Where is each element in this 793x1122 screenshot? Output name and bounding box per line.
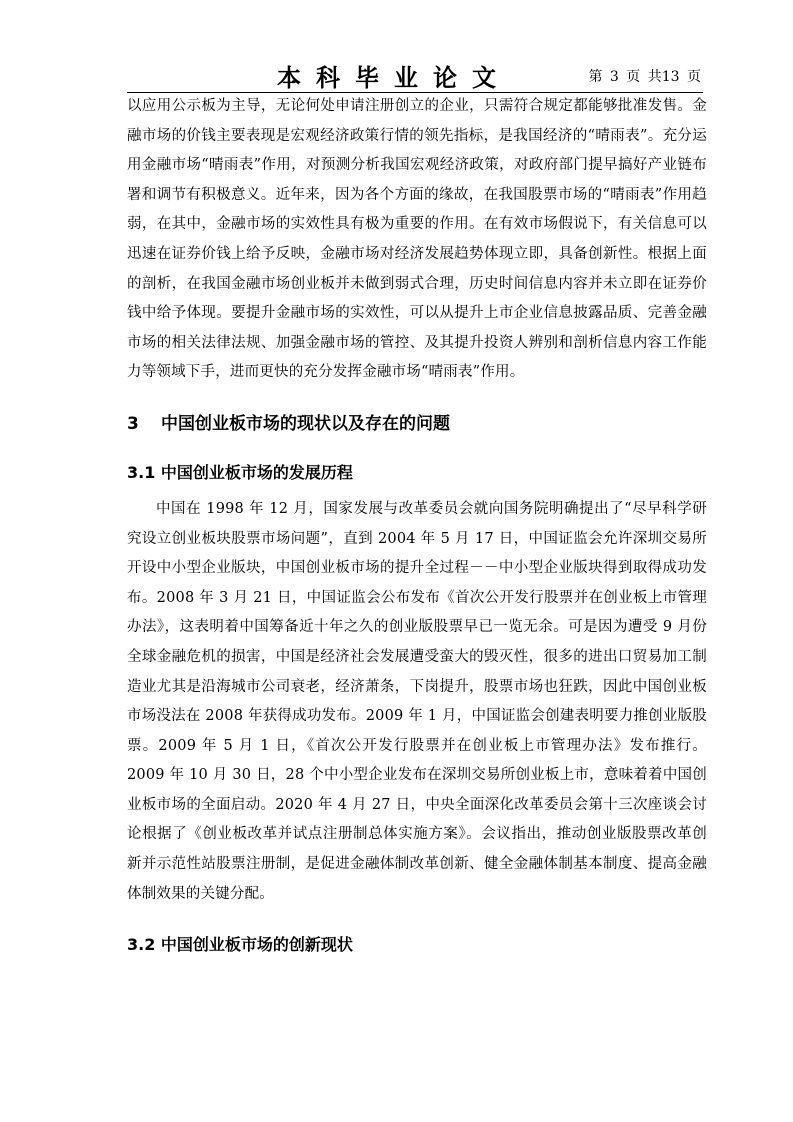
subsection-heading-3-2: 3.2 中国创业板市场的创新现状 <box>127 935 353 955</box>
paragraph-history: 中国在 1998 年 12 月，国家发展与改革委员会就向国务院明确提出了“尽早科学研究设立创业板块股票市场问题”，直到 2004 年 5 月 17 日，中国证监会允许深圳交易所开设中小型企业版块，中国创业板市场的提升全过程－－中小型企业版块得到取得成功发布。2008 年 3 月 21 日，中国证监会公布发布《首次公开发行股票并在创业板上市管理办法》，这表明着中国筹备近十年之久的创业版股票早已一览无余。可是因为遭受 9 月份全球金融危机的损害，中国是经济社会发展遭受蛮大的毁灭性，很多的进出口贸易加工制造业尤其是沿海城市公司衰老，经济萧条，下岗提升，股票市场也狂跌，因此中国创业板市场没法在 2008 年获得成功发布。2009 年 1 月，中国证监会创建表明要力推创业版股票。2009 年 5 月 1 日，《首次公开发行股票并在创业板上市管理办法》发布推行。2009 年 10 月 30 日，28 个中小型企业发布在深圳交易所创业板上市，意味着着中国创业板市场的全面启动。2020 年 4 月 27 日，中央全面深化改革委员会第十三次座谈会讨论根据了《创业板改革并试点注册制总体实施方案》。会议指出，推动创业版股票改革创新并示范性站股票注册制，是促进金融体制改革创新、健全金融体制基本制度、提高金融体制效果的关键分配。 <box>127 500 707 902</box>
paragraph-intro: 以应用公示板为主导，无论何处申请注册创立的企业，只需符合规定都能够批准发售。金融市场的价钱主要表现是宏观经济政策行情的领先指标，是我国经济的“晴雨表”。充分运用金融市场“晴雨表”作用，对预测分析我国宏观经济政策，对政府部门提早搞好产业链布署和调节有积极意义。近年来，因为各个方面的缘故，在我国股票市场的“晴雨表”作用趋弱，在其中，金融市场的实效性具有极为重要的作用。在有效市场假说下，有关信息可以迅速在证券价钱上给予反映，金融市场对经济发展趋势体现立即，具备创新性。根据上面的剖析，在我国金融市场创业板并未做到弱式合理，历史时间信息内容并未立即在证券价钱中给予体现。要提升金融市场的实效性，可以从提升上市企业信息披露品质、完善金融市场的相关法律法规、加强金融市场的管控、及其提升投资人辨别和剖析信息内容工作能力等领域下手，进而更快的充分发挥金融市场“晴雨表”作用。 <box>127 98 707 381</box>
section-title: 中国创业板市场的现状以及存在的问题 <box>161 413 450 434</box>
section-number: 3 <box>127 413 139 434</box>
subsection-heading-3-1: 3.1 中国创业板市场的发展历程 <box>127 462 353 482</box>
header-title: 本科毕业论文 <box>277 63 511 92</box>
section-heading-3 <box>127 412 707 436</box>
page-header <box>127 56 703 93</box>
document-body <box>127 92 707 957</box>
page-number: 第 3 页 共13 页 <box>588 69 701 85</box>
